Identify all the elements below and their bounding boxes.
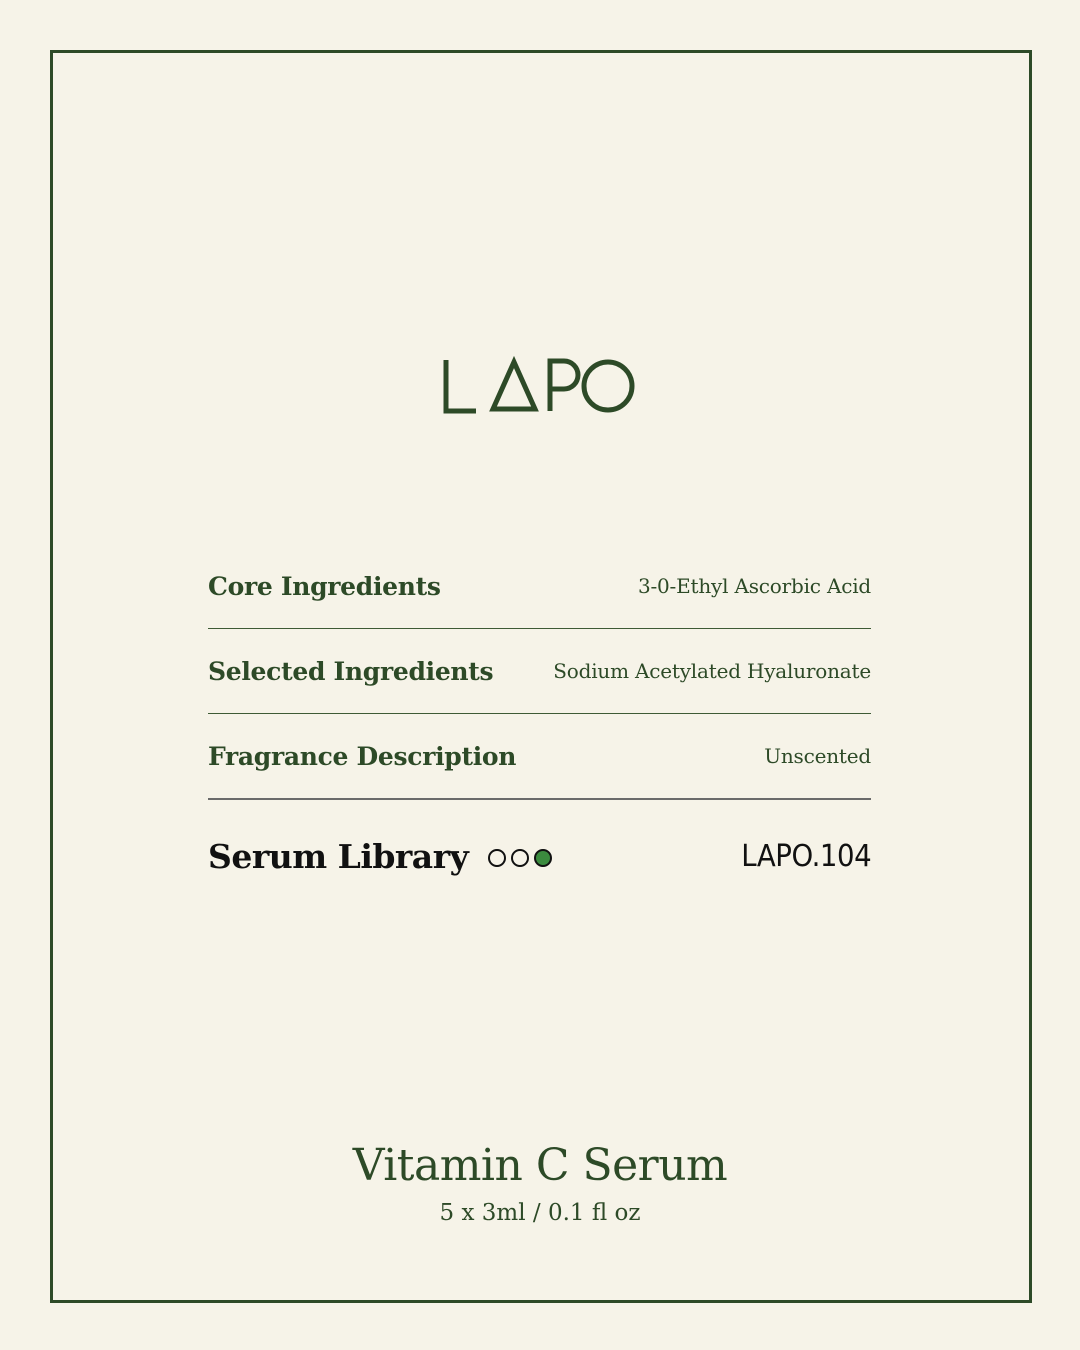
- lapo-logo-mark: [440, 345, 640, 415]
- indicator-dot-filled: [534, 849, 552, 867]
- brand-logo: [0, 345, 1080, 419]
- detail-value: Unscented: [764, 744, 871, 768]
- indicator-dot-empty: [488, 849, 506, 867]
- detail-value: Sodium Acetylated Hyaluronate: [553, 659, 871, 683]
- product-name: Vitamin C Serum: [352, 1140, 728, 1191]
- serum-library-row: [208, 826, 871, 886]
- detail-row-core-ingredients: [208, 544, 871, 629]
- detail-row-selected-ingredients: [208, 629, 871, 714]
- detail-label: Fragrance Description: [208, 741, 517, 771]
- ingredient-details: [208, 544, 871, 800]
- indicator-dot-empty: [511, 849, 529, 867]
- detail-value: 3-0-Ethyl Ascorbic Acid: [637, 574, 871, 598]
- detail-label: Selected Ingredients: [208, 656, 494, 686]
- detail-label: Core Ingredients: [208, 571, 441, 601]
- library-indicator: [488, 849, 557, 867]
- product-size: 5 x 3ml / 0.1 fl oz: [439, 1200, 641, 1226]
- library-code: LAPO.104: [741, 838, 871, 874]
- library-title: Serum Library: [208, 836, 469, 876]
- detail-row-fragrance: [208, 714, 871, 800]
